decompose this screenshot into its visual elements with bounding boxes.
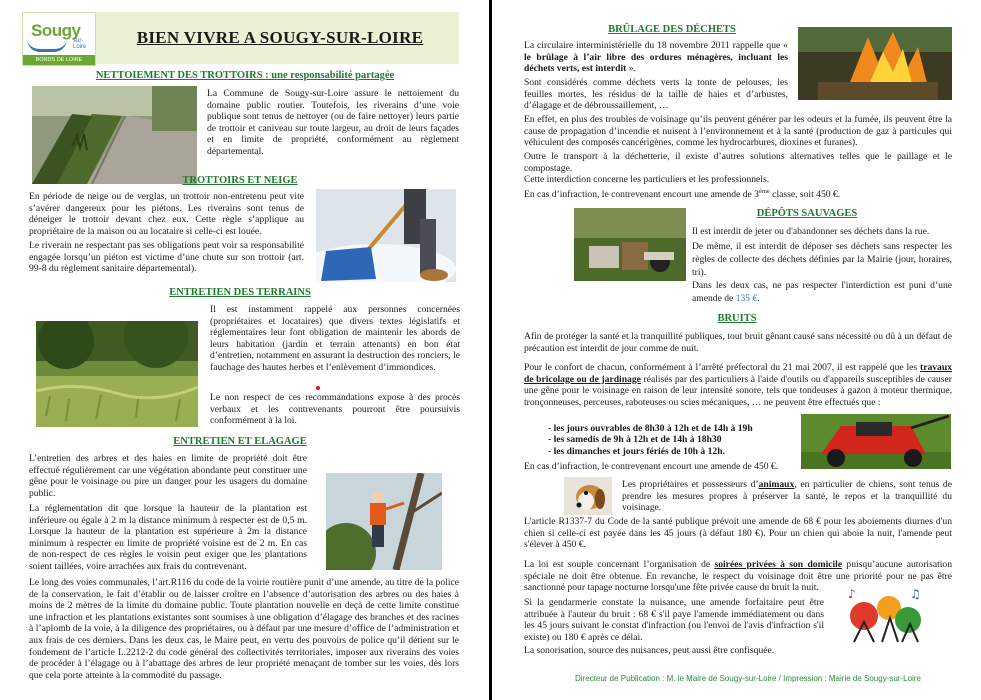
neige-heading: TROTTOIRS ET NEIGE [182, 175, 298, 186]
sidewalk-photo [32, 86, 197, 184]
burning-waste-photo [798, 27, 952, 100]
depots-price: 135 € [735, 293, 758, 304]
bruits-p2-c: réalisés par des particuliers à l'aide d'outils ou d'appareils susceptibles de causer une gêne pour le voisinage en raison de leur intensité sonore, tels que tondeuses à gazon à moteur thermique, tronçonneuses, perceuses, raboteuses ou scies mécaniques, … ne peuvent être effectués que : [524, 373, 952, 408]
overgrown-field-photo [36, 321, 198, 427]
brulage-paragraph-1 [524, 40, 788, 75]
bruits-p4-a: Les propriétaires et possesseurs d’ [622, 479, 759, 490]
bruits-paragraph-1: Afin de protéger la santé et la tranquillité publiques, tout bruit gênant causé sans nécessité ou dû à un défaut de précaution est interdit de jour comme de nuit. [524, 331, 952, 354]
brulage-paragraph-6 [524, 186, 952, 201]
brulage-p6-a: En cas d’infraction, le contrevenant encourt une amende de 3 [524, 189, 759, 201]
elagage-paragraph-1: L’entretien des arbres et des haies en limite de propriété doit être effectué régulièrement car une végétation abondante peut constituer une gêne pour le voisinage ou pire un danger pour les usagers du domaine public. [29, 453, 307, 499]
bruits-paragraph-3: En cas d’infraction, le contrevenant encourt une amende de 450 €. [524, 461, 779, 472]
depots-paragraph-1: Il est interdit de jeter ou d'abandonner ses déchets dans la rue. [692, 226, 930, 237]
illegal-dumping-photo [574, 208, 686, 281]
depots-p3-a: Dans les deux cas, ne pas respecter l'interdiction est puni d’une amende de [692, 280, 952, 304]
bruits-p2-a: Pour le confort de chacun, conformément à l’arrêté préfectoral du 21 mai 2007, il est rappelé que les [524, 362, 921, 373]
brulage-p6-sup: ème [758, 188, 770, 195]
depots-paragraph-3 [692, 279, 952, 305]
logo-swirl [27, 39, 67, 52]
bruits-paragraph-2 [524, 362, 952, 408]
brulage-p1-bold: le brûlage à l’air libre des ordures ménagères, incluant les déchets verts, est interdit [524, 51, 788, 75]
dog-photo [564, 477, 612, 515]
depots-heading: DÉPÔTS SAUVAGES [756, 208, 858, 219]
bruits-hours-item: - les dimanches et jours fériés de 10h à 12h. [548, 445, 725, 457]
page-title: BIEN VIVRE A SOUGY-SUR-LOIRE [136, 28, 424, 47]
bruits-heading: BRUITS [717, 313, 757, 324]
terrains-heading: ENTRETIEN DES TERRAINS [169, 287, 311, 298]
brulage-paragraph-2: Sont considérés comme déchets verts la tonte de pelouses, les feuilles mortes, les résidus de la taille de haies et d’arbustes, d’élagage et de débroussaillement, … [524, 77, 788, 112]
trottoirs-heading-main: NETTOIEMENT DES TROTTOIRS [95, 70, 263, 81]
brulage-p6-b: classe, soit 450 €. [769, 189, 841, 201]
trottoirs-heading-sub: : une responsabilité partagée [262, 70, 395, 81]
logo-sub: sur-Loire [73, 38, 87, 50]
brulage-p1-a: La circulaire interministérielle du 18 novembre 2011 rappelle que « [524, 40, 788, 51]
elagage-paragraph-2: La réglementation dit que lorsque la hauteur de la plantation est inférieure ou égale à 2 m la distance minimum à respecter est de 0,5 m. Lorsque la hauteur de la plantation est supérieure à 2m la distance minimum à respecter en limite de propriété voisine est de 2 m. En cas de non-respect de ces règles le voisin peut exiger que les plantations soient taillées, voire arrachées aux frais du contrevenant. [29, 503, 307, 572]
red-dot-mark [316, 386, 320, 390]
depots-p3-b: . [757, 293, 760, 304]
trottoirs-text: La Commune de Sougy-sur-Loire assure le nettoiement du domaine public routier. Toutefois, les riverains d’une voie publique sont tenus de nettoyer (ou de faire nettoyer) leurs partie de trottoir et caniveau sur toute largeur, au droit de leurs façades et en limite de propriété, conformément au règlement départemental. [207, 88, 459, 157]
trottoirs-heading [60, 70, 430, 82]
bruits-p2-bold: travaux de bricolage ou de jardinage [524, 362, 952, 385]
brulage-paragraph-3: En effet, en plus des troubles de voisinage qu’ils peuvent générer par les odeurs et la fumée, ils peuvent être la cause de propagation d’incendie et nuisent à l’environnement et à la santé (production de gaz à particules qui véhiculent des composés cancérigènes, comme les hydrocarbures, dioxines et furanes). [524, 114, 952, 149]
svg-text:♫: ♫ [910, 587, 921, 601]
neige-paragraph-2: Le riverain ne respectant pas ses obligations peut voir sa responsabilité engagée lorsqu’un piéton est victime d’une chute sur son trottoir (art. 99-8 du règlement sanitaire départemental). [29, 240, 304, 275]
elagage-heading: ENTRETIEN ET ELAGAGE [173, 436, 307, 447]
terrains-paragraph-1: Il est instamment rappelé aux personnes concernées (propriétaires et locataires) que divers textes législatifs et réglementaires leur font obligation de maintenir les abords de leurs habitation (jardin et terrain attenants) en bon état d’entretien, notamment en assurant la destruction des ronciers, le fauchage des hautes herbes et l’enlèvement d’immondices. [210, 304, 460, 373]
bruits-p6-c: puisqu’aucune autorisation spéciale ne doit être obtenue. En revanche, le respect du voisinage doit être une priorité pour ne pas être sanctionné pour tapage nocturne lorsqu'une fête privée cause du bruit la nuit. [524, 559, 952, 594]
snow-shovel-photo [316, 189, 456, 282]
footer-credits: Directeur de Publication : M. le Maire de Sougy-sur-Loire / Impression : Mairie de Sougy-sur-Loire [575, 674, 921, 683]
right-page [492, 0, 981, 700]
depots-paragraph-2: De même, il est interdit de déposer ses déchets sans respecter les règles de collecte des déchets définies par la Mairie (jour, horaires, tri). [692, 241, 952, 278]
bruits-p6-bold: soirées privées à son domicile [714, 559, 843, 570]
bruits-hours-item: - les jours ouvrables de 8h30 à 12h et de 14h à 19h [548, 423, 753, 434]
party-photo [844, 586, 926, 644]
left-page [0, 0, 489, 700]
logo-name: Sougy [31, 21, 81, 40]
brulage-paragraph-5: Cette interdiction concerne les particuliers et les professionnels. [524, 174, 770, 185]
bruits-paragraph-5: L'article R1337-7 du Code de la santé publique prévoit une amende de 68 € pour les aboiements diurnes d'un chien si celle-ci est payée dans les 45 jours (à défaut 180 €). Pour un chien qui aboie la nuit, l'amende peut s'élever à 450 €. [524, 516, 952, 551]
bruits-p4-bold: animaux [758, 479, 795, 490]
logo-tag: BORDS DE LOIRE [23, 55, 95, 65]
svg-text:♪: ♪ [848, 587, 856, 601]
bruits-p4-c: , en particulier de chiens, sont tenus de prendre les mesures propres à préserver la santé, le repos et la tranquillité du voisinage. [622, 479, 952, 514]
bruits-paragraph-7: Si la gendarmerie constate la nuisance, une amende forfaitaire peut être attribuée à l'auteur du bruit : 68 € s'il paye l'amende immédiatement ou dans les 45 jours suivant le constat d'infraction (ou l'envoi de l'avis d'infraction s'il existe) ou 180 € après ce délai. [524, 597, 824, 643]
bruits-paragraph-8: La sonorisation, source des nuisances, peut aussi être confisquée. [524, 645, 775, 656]
bruits-hours-item: - les samedis de 9h à 12h et de 14h à 18h30 [548, 434, 722, 446]
sougy-logo [22, 12, 96, 66]
brulage-p1-c: ». [626, 63, 636, 75]
terrains-paragraph-2: Le non respect de ces recommandations expose à des procès verbaux et les contrevenants pourront être poursuivis conformément à la loi. [210, 392, 460, 427]
neige-paragraph-1: En période de neige ou de verglas, un trottoir non-entretenu peut vite s’avérer dangereux pour les piétons. Les riverains sont tenus de déneiger le trottoir devant chez eux. Cette règle s’applique au propriétaire de la maison ou au locataire si celle-ci est louée. [29, 191, 304, 237]
bruits-p6-a: La loi est souple concernant l’organisation de [524, 559, 715, 570]
elagage-paragraph-3: Le long des voies communales, l’art.R116 du code de la voirie routière punit d’une amende, au titre de la police de la conservation, le fait d’établir ou de laisser croître en l’absence d’autorisation des arbres ou des haies à moins de 2 mètres de la limite du domaine public. Toute plantation nouvelle en deçà de cette limite constitue une infraction et les plantations existantes sont soumises à une obligation d’élagage des branches et des racines à l’aplomb de la voie, à la diligence des propriétaires, ou à défaut par une mesure d’office de l’administration et aux frais de ces derniers. Dans les deux cas, le Maire peut, en vertu des pouvoirs de police qu’il détient sur le fondement de l’article L.2212-2 du code général des collectivités territoriales, imposer aux riverains des voies de procéder à l’élagage ou à l’abattage des arbres de leur propriété menaçant de tomber sur les voies, dès lors que cela porte atteinte à la commodité du passage. [29, 577, 459, 681]
brulage-paragraph-4: Outre le transport à la déchetterie, il existe d’autres solutions alternatives telles que le paillage et le compostage. [524, 151, 952, 174]
bruits-paragraph-4 [622, 479, 952, 514]
brulage-heading: BRÛLAGE DES DÉCHETS [608, 24, 736, 35]
tree-pruning-photo [326, 473, 442, 570]
bruits-hours-list [548, 423, 798, 457]
